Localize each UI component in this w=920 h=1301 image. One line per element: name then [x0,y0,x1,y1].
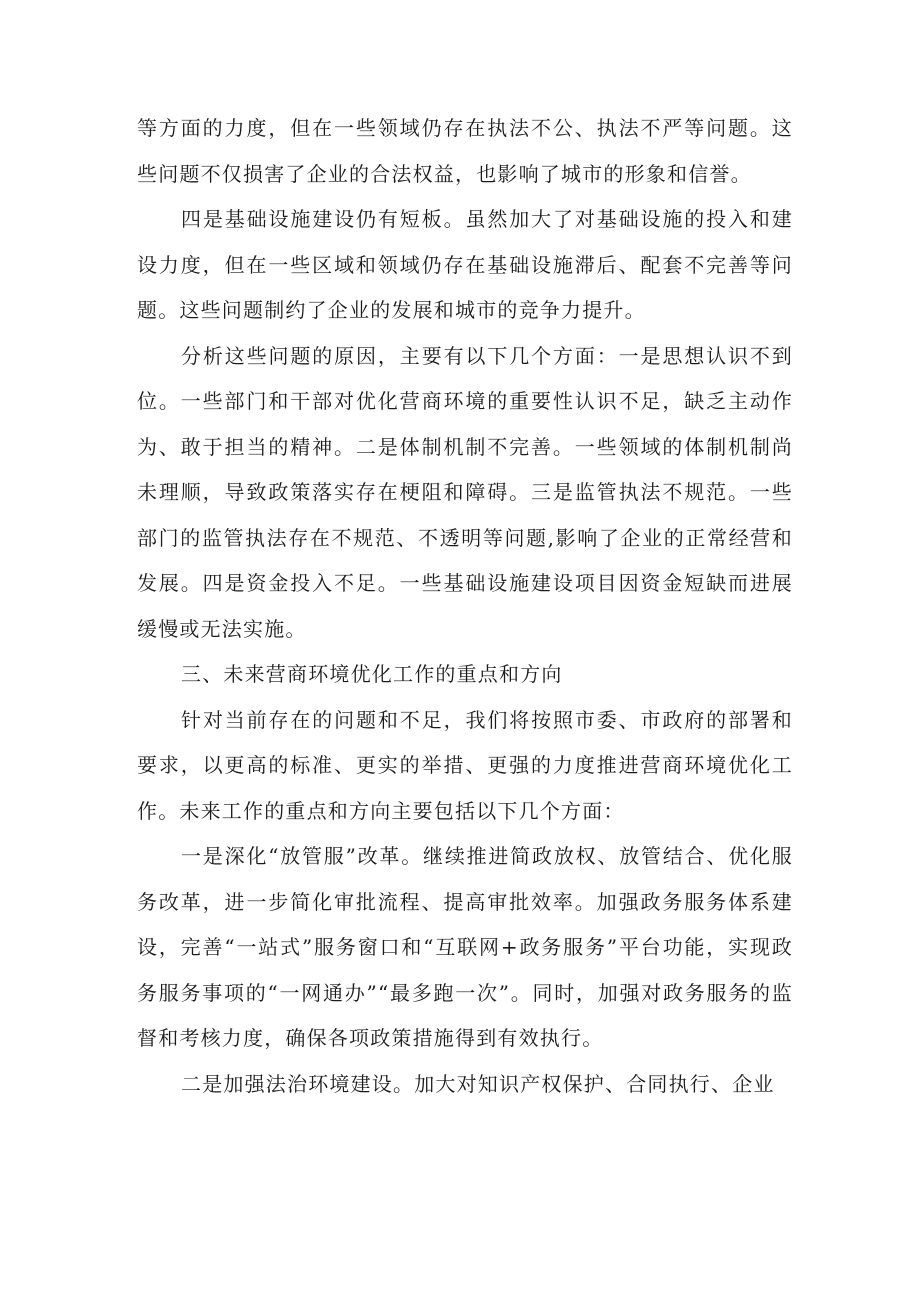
section-heading-three: 三、未来营商环境优化工作的重点和方向 [181,662,563,686]
paragraph-reform: 一是深化“放管服”改革。继续推进简政放权、放管结合、优化服务改革，进一步简化审批流程、提高审批效率。加强政务服务体系建设，完善“一站式”服务窗口和“互联网+政务服务”平台功能，实现政务服务事项的“一网通办”“最多跑一次”。同时，加强对政务服务的监督和考核力度，确保各项政策措施得到有效执行。 [137,844,793,1050]
paragraph-rule-of-law: 二是加强法治环境建设。加大对知识产权保护、合同执行、企业 [181,1071,775,1096]
paragraph-rule-of-law-continued: 等方面的力度，但在一些领域仍存在执法不公、执法不严等问题。这些问题不仅损害了企业的合法权益，也影响了城市的形象和信誉。 [137,116,793,186]
paragraph-causes: 分析这些问题的原因，主要有以下几个方面：一是思想认识不到位。一些部门和干部对优化营商环境的重要性认识不足，缺乏主动作为、敢于担当的精神。二是体制机制不完善。一些领域的体制机制尚未理顺，导致政策落实存在梗阻和障碍。三是监管执法不规范。一些部门的监管执法存在不规范、不透明等问题,影响了企业的正常经营和发展。四是资金投入不足。一些基础设施建设项目因资金短缺而进展缓慢或无法实施。 [137,343,793,641]
paragraph-infrastructure: 四是基础设施建设仍有短板。虽然加大了对基础设施的投入和建设力度，但在一些区域和领域仍存在基础设施滞后、配套不完善等问题。这些问题制约了企业的发展和城市的竞争力提升。 [137,207,793,322]
document-body [137,106,793,1107]
paragraph-intro: 针对当前存在的问题和不足，我们将按照市委、市政府的部署和要求，以更高的标准、更实的举措、更强的力度推进营商环境优化工作。未来工作的重点和方向主要包括以下几个方面： [137,707,793,823]
